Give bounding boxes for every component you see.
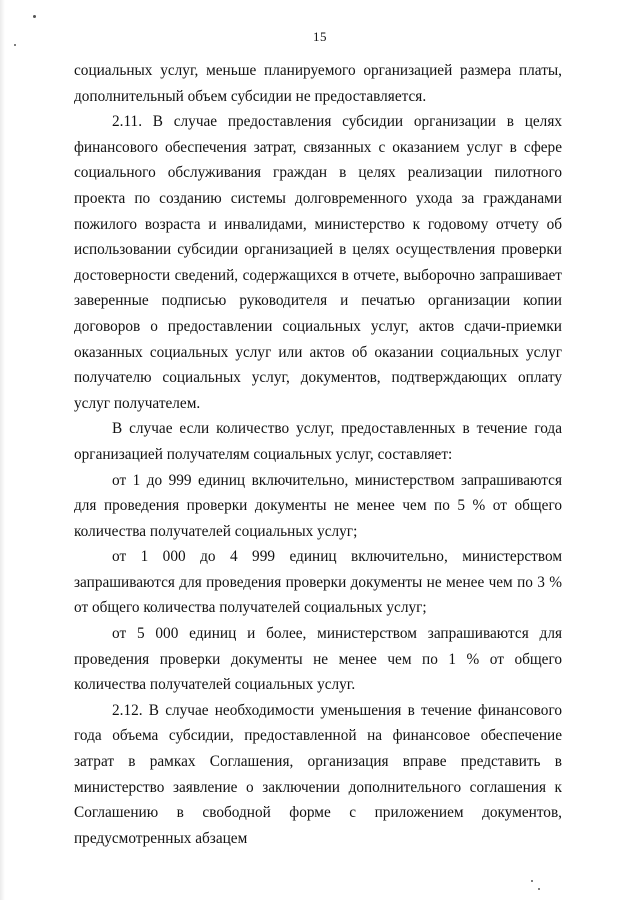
paragraph: от 1 до 999 единиц включительно, министерством запрашиваются для проведения проверки документы не менее чем по 5 % от общего количества получателей социальных услуг; (74, 471, 562, 540)
paragraph: социальных услуг, меньше планируемого организацией размера платы, дополнительный объем субсидии не предоставляется. (74, 62, 562, 105)
scan-edge-shadow (0, 0, 5, 900)
paragraph: 2.12. В случае необходимости уменьшения в течение финансового года объема субсидии, предоставленной на финансовое обеспечение затрат в рамках Соглашения, организация вправе представить в министерство заявление о заключении дополнительного соглашения к Соглашению в свободной форме с приложением документов, предусмотренных абзацем (74, 701, 562, 847)
document-body (74, 58, 562, 851)
paragraph: 2.11. В случае предоставления субсидии организации в целях финансового обеспечения затрат, связанных с оказанием услуг в сфере социального обслуживания граждан в целях реализации пилотного проекта по созданию системы долговременного ухода за гражданами пожилого возраста и инвалидами, министерство к годовому отчету об использовании субсидии организацией в целях осуществления проверки достоверности сведений, содержащихся в отчете, выборочно запрашивает заверенные подписью руководителя и печатью организации копии договоров о предоставлении социальных услуг, актов сдачи-приемки оказанных социальных услуг или актов об оказании социальных услуг получателю социальных услуг, документов, подтверждающих оплату услуг получателем. (74, 113, 562, 412)
scan-dust-mark (33, 15, 36, 18)
page-number: 15 (313, 29, 327, 44)
scan-dust-mark (538, 888, 540, 890)
scan-dust-mark (531, 880, 533, 882)
paragraph: В случае если количество услуг, предоставленных в течение года организацией получателям социальных услуг, составляет: (74, 420, 562, 463)
paragraph: от 1 000 до 4 999 единиц включительно, министерством запрашиваются для проведения проверки документы не менее чем по 3 % от общего количества получателей социальных услуг; (74, 548, 562, 617)
paragraph: от 5 000 единиц и более, министерством запрашиваются для проведения проверки документы не менее чем по 1 % от общего количества получателей социальных услуг. (74, 625, 562, 694)
